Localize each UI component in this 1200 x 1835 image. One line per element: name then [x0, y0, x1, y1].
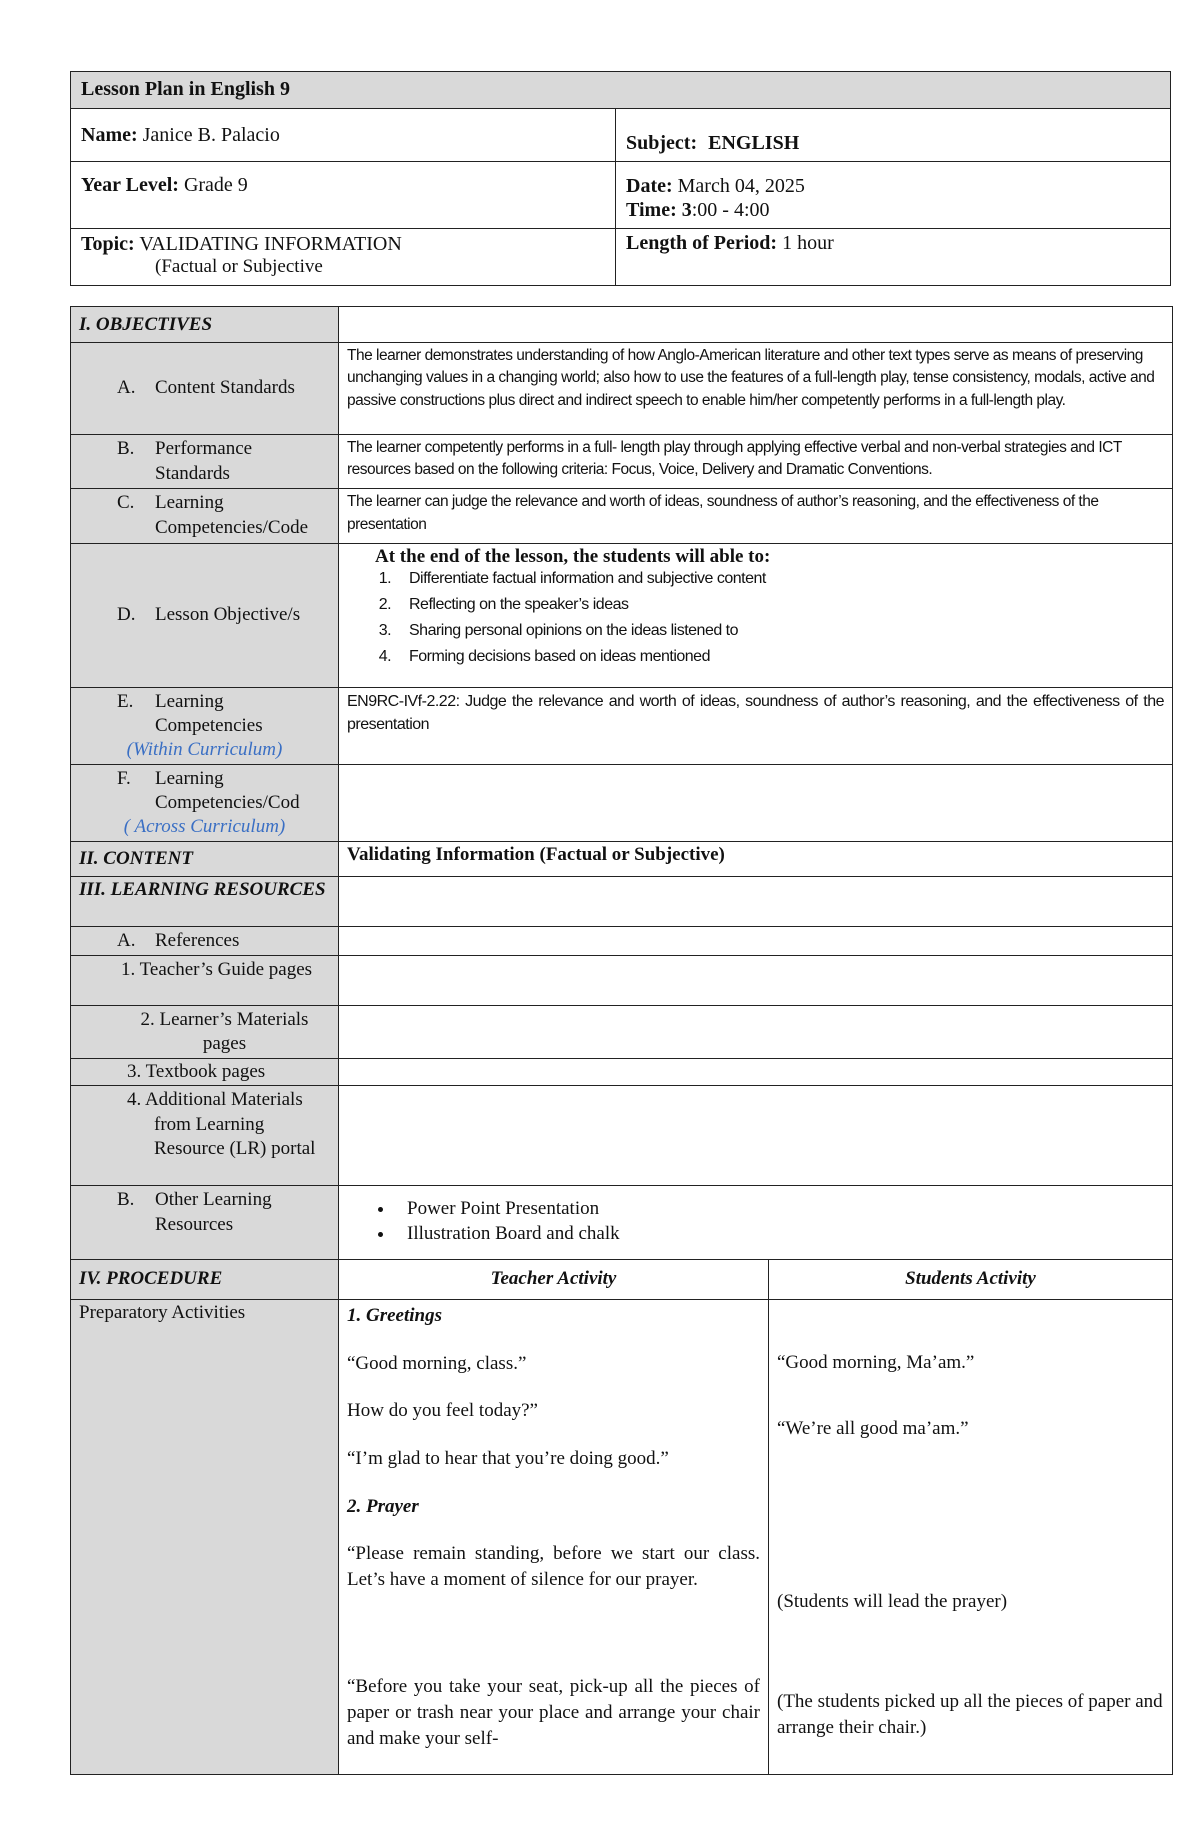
objectives-empty-cell	[339, 307, 1173, 343]
year-value: Grade 9	[183, 174, 248, 196]
lesson-objectives-cell	[339, 543, 1173, 687]
other-resources-label: B. Other Learning Resources	[71, 1185, 339, 1259]
references-label: A. References	[71, 926, 339, 956]
learning-competencies-across-text	[339, 764, 1173, 841]
date-label: Date:	[626, 175, 673, 197]
year-level-cell	[71, 162, 616, 229]
prayer-title: 2. Prayer	[347, 1495, 419, 1517]
teacher-line-glad: “I’m glad to hear that you’re doing good.”	[347, 1447, 669, 1469]
period-cell	[616, 229, 1171, 286]
period-label: Length of Period:	[626, 232, 778, 254]
topic-label: Topic:	[81, 233, 135, 255]
name-label: Name:	[81, 123, 138, 146]
performance-standards-text: The learner competently performs in a full- length play through applying effective verbal and non-verbal strategies and ICT resources based on the following criteria: Focus, Voice, Delivery and Dramatic Conventions.	[339, 435, 1173, 489]
student-line-trash: (The students picked up all the pieces of paper and arrange their chair.)	[777, 1690, 1163, 1738]
lesson-plan-table	[70, 306, 1173, 1775]
student-line-greeting: “Good morning, Ma’am.”	[777, 1351, 975, 1373]
time-value: :00 - 4:00	[691, 199, 770, 221]
performance-standards-label: B. Performance Standards	[71, 435, 339, 489]
period-value: 1 hour	[782, 232, 834, 254]
lesson-objectives-label: D. Lesson Objective/s	[71, 543, 339, 687]
learning-competencies-across-label: F. Learning Competencies/Cod ( Across Curriculum)	[71, 764, 339, 841]
list-item: 3. Sharing personal opinions on the ideas listened to	[395, 622, 1164, 640]
other-resources-cell	[339, 1185, 1173, 1259]
additional-materials-label: 4. Additional Materials from Learning Resource (LR) portal	[71, 1085, 339, 1185]
textbook-pages-cell	[339, 1058, 1173, 1085]
name-cell	[71, 109, 616, 162]
learning-competencies-within-label: E. Learning Competencies (Within Curriculum)	[71, 687, 339, 764]
list-item: 2. Reflecting on the speaker’s ideas	[395, 596, 1164, 614]
teachers-guide-cell	[339, 956, 1173, 1006]
topic-cell	[71, 229, 616, 286]
lesson-objectives-list	[347, 570, 1164, 666]
header-table	[70, 71, 1171, 286]
title-text: Lesson Plan in English 9	[81, 78, 290, 100]
textbook-pages-label: 3. Textbook pages	[71, 1058, 339, 1085]
teacher-activity-cell	[339, 1299, 769, 1774]
learning-competencies-code-label: C. Learning Competencies/Code	[71, 489, 339, 543]
list-item: 1. Differentiate factual information and subjective content	[395, 570, 1164, 588]
teacher-line-trash: “Before you take your seat, pick-up all the pieces of paper or trash near your place and arrange your chair and make your self-	[347, 1676, 760, 1749]
preparatory-activities-label: Preparatory Activities	[71, 1299, 339, 1774]
students-activity-cell	[769, 1299, 1173, 1774]
date-time-cell	[616, 162, 1171, 229]
student-line-good: “We’re all good ma’am.”	[777, 1417, 969, 1439]
teacher-line-feel: How do you feel today?”	[347, 1400, 538, 1422]
teachers-guide-label: 1. Teacher’s Guide pages	[71, 956, 339, 1006]
teacher-line-prayer: “Please remain standing, before we start our class. Let’s have a moment of silence for our prayer.	[347, 1543, 760, 1590]
teacher-activity-header: Teacher Activity	[339, 1259, 769, 1299]
across-curriculum-note: ( Across Curriculum)	[123, 816, 286, 838]
list-item: 4. Forming decisions based on ideas mentioned	[395, 648, 1164, 666]
year-label: Year Level:	[81, 174, 179, 196]
teacher-line-greeting: “Good morning, class.”	[347, 1352, 527, 1374]
topic-value: VALIDATING INFORMATION	[139, 233, 402, 255]
learning-resources-heading: III. LEARNING RESOURCES	[71, 876, 339, 926]
content-standards-label: A. Content Standards	[71, 343, 339, 435]
lesson-plan-title	[71, 72, 1171, 109]
content-heading: II. CONTENT	[71, 841, 339, 876]
subject-cell	[616, 109, 1171, 162]
students-activity-header: Students Activity	[769, 1259, 1173, 1299]
content-value: Validating Information (Factual or Subjective)	[339, 841, 1173, 876]
topic-subtitle: (Factual or Subjective	[155, 256, 323, 277]
subject-label: Subject:	[626, 132, 698, 154]
additional-materials-cell	[339, 1085, 1173, 1185]
name-value: Janice B. Palacio	[142, 123, 280, 146]
learning-competencies-code-text: The learner can judge the relevance and worth of ideas, soundness of author’s reasoning, and the effectiveness of the presentation	[339, 489, 1173, 543]
learners-materials-cell	[339, 1006, 1173, 1059]
list-item: • Power Point Presentation	[395, 1198, 1164, 1220]
objectives-heading: I. OBJECTIVES	[71, 307, 339, 343]
student-line-prayer: (Students will lead the prayer)	[777, 1591, 1008, 1613]
date-value: March 04, 2025	[677, 175, 805, 197]
content-standards-text: The learner demonstrates understanding of how Anglo-American literature and other text types serve as means of preserving unchanging values in a changing world; also how to use the features of a full-length play, tense consistency, modals, active and passive constructions plus direct and indirect speech to enable him/her competently performs in a full-length play.	[339, 343, 1173, 435]
subject-value: ENGLISH	[708, 132, 800, 154]
references-cell	[339, 926, 1173, 956]
greetings-title: 1. Greetings	[347, 1304, 442, 1326]
time-label: Time: 3	[626, 199, 692, 221]
learning-competencies-within-text: EN9RC-IVf-2.22: Judge the relevance and worth of ideas, soundness of author’s reasoning, and the effectiveness of the presentation	[339, 687, 1173, 764]
procedure-heading: IV. PROCEDURE	[71, 1259, 339, 1299]
learners-materials-label: 2. Learner’s Materials pages	[71, 1006, 339, 1059]
learning-resources-empty-cell	[339, 876, 1173, 926]
other-resources-list	[347, 1198, 1164, 1245]
lesson-objectives-intro: At the end of the lesson, the students will able to:	[375, 545, 771, 567]
list-item: • Illustration Board and chalk	[395, 1223, 1164, 1245]
within-curriculum-note: (Within Curriculum)	[126, 739, 283, 761]
